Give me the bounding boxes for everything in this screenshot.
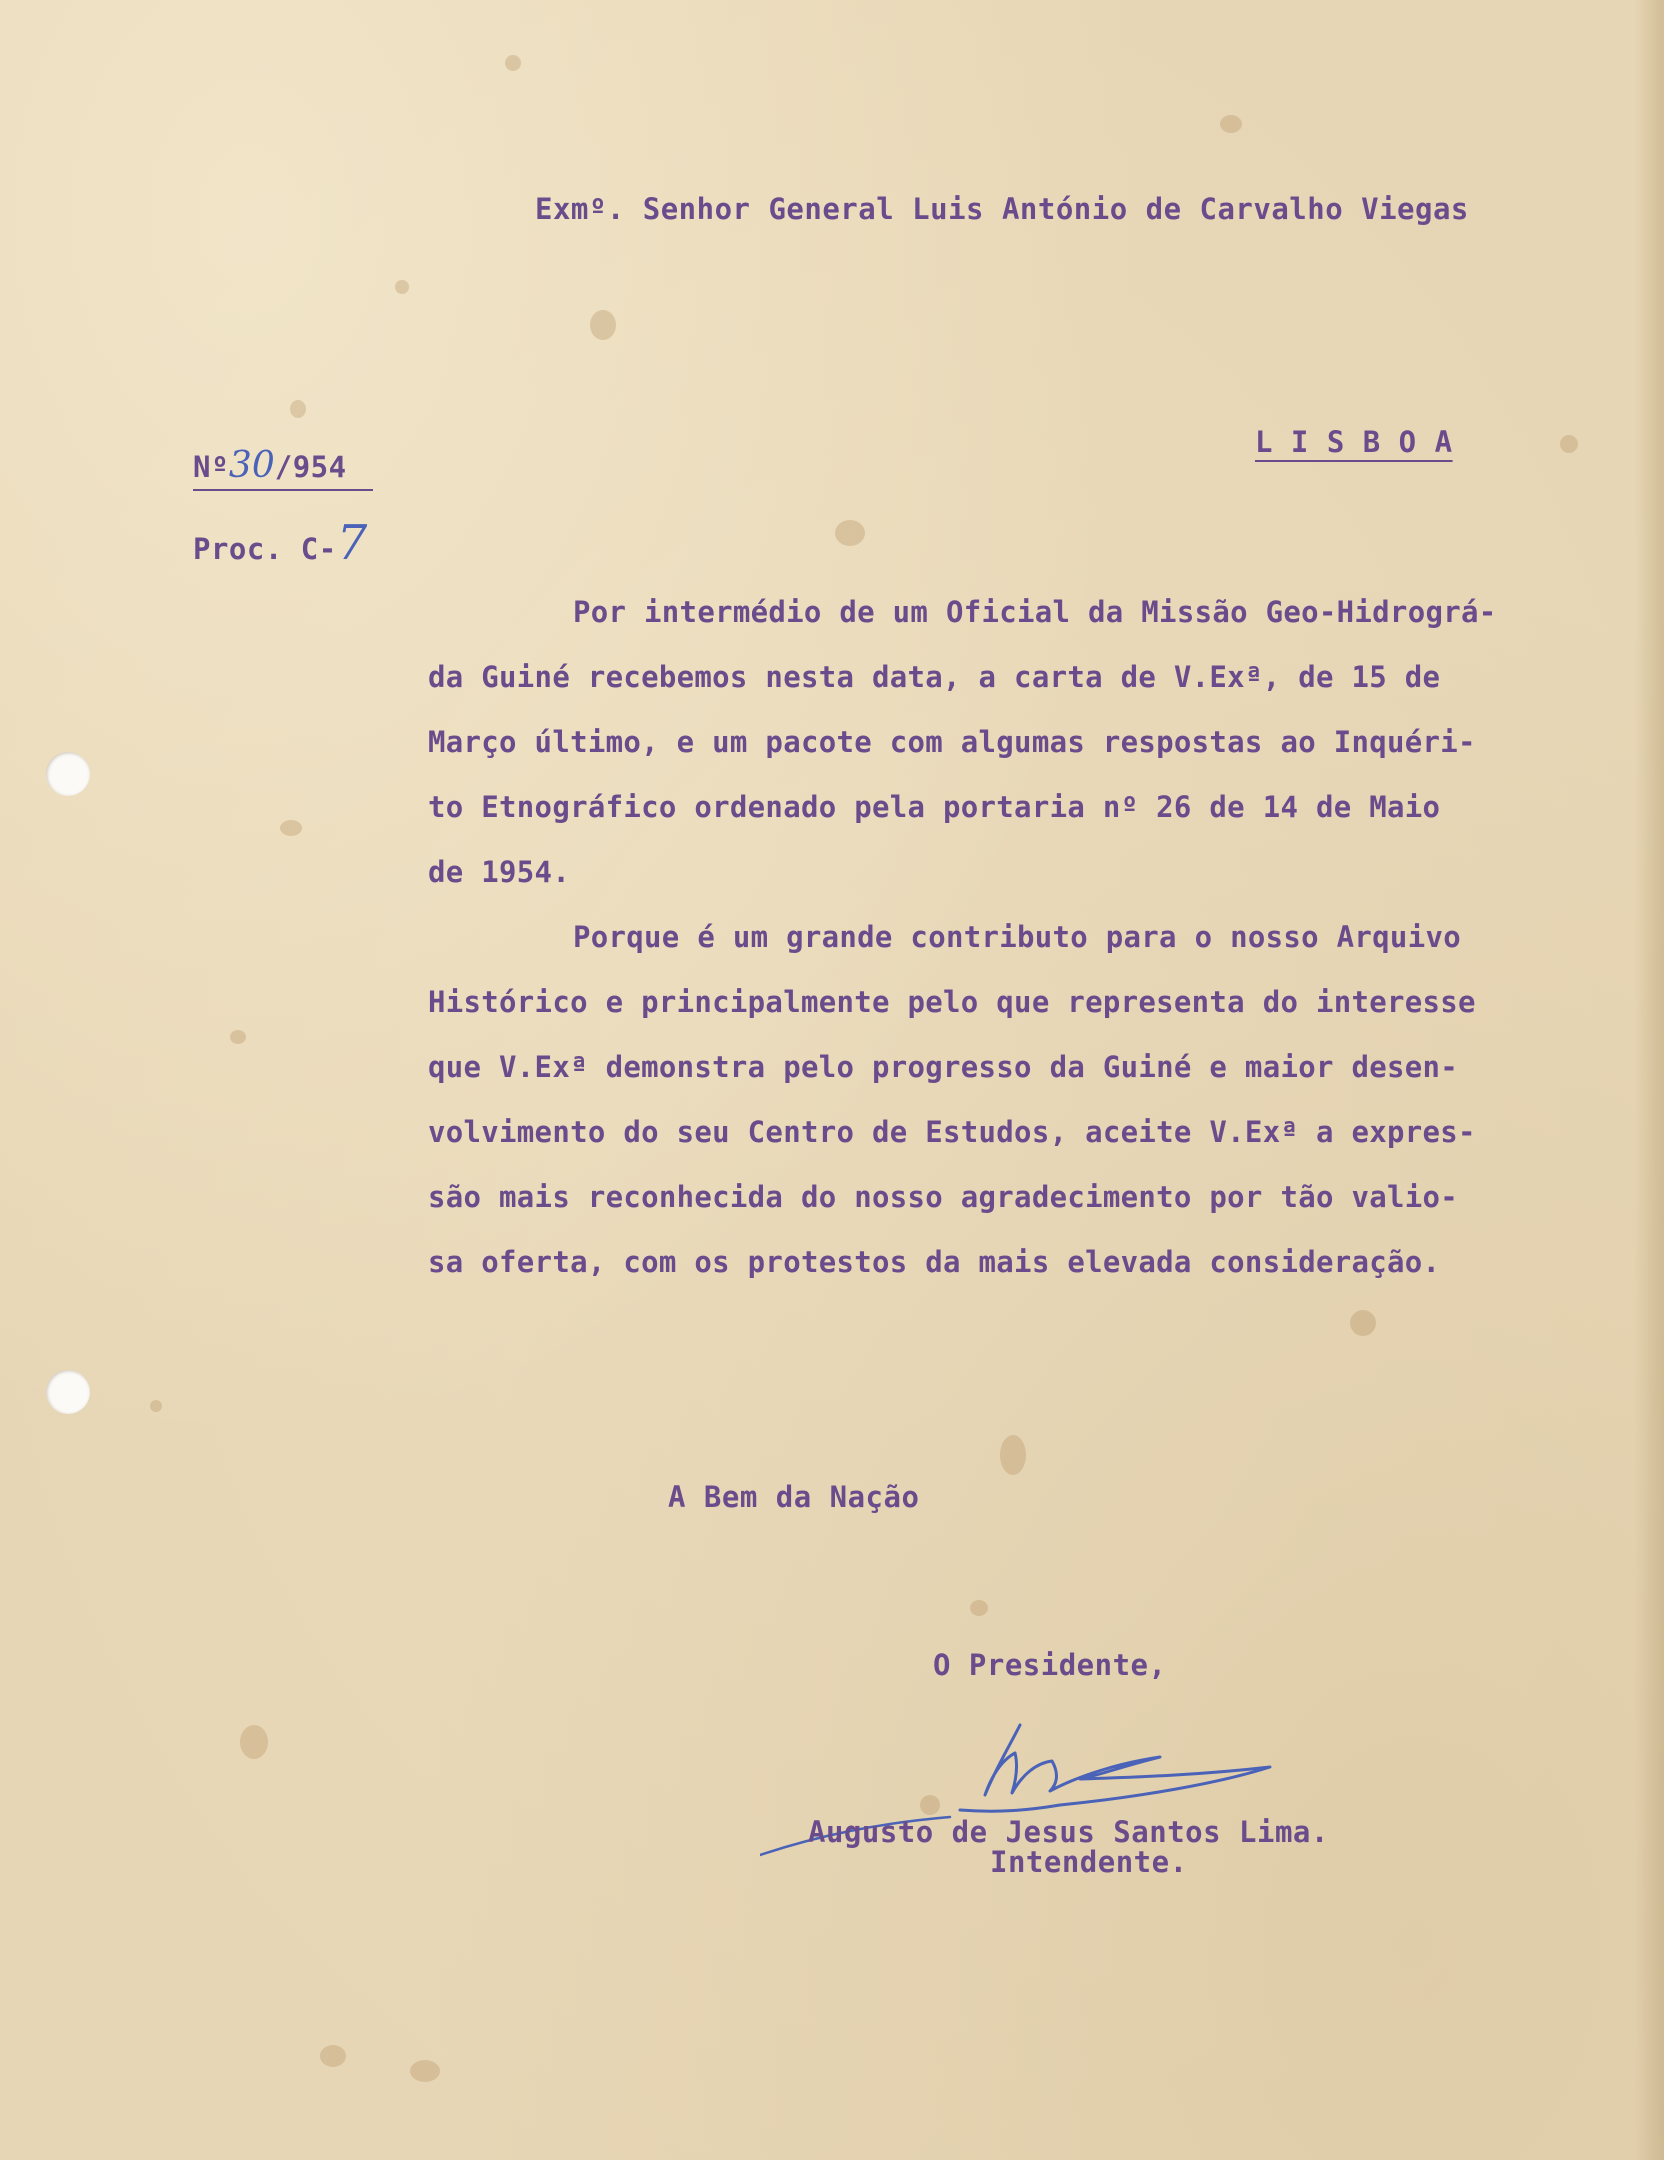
reference-underline [193,489,373,491]
body-line: Histórico e principalmente pelo que representa do interesse [428,985,1476,1019]
proc-prefix: Proc. C- [193,532,337,566]
location-heading: L I S B O A [1255,425,1453,459]
letter-body [428,580,1618,1295]
body-line: da Guiné recebemos nesta data, a carta de V.Exª, de 15 de [428,660,1441,694]
closing-phrase: A Bem da Nação [668,1480,920,1514]
body-line: Março último, e um pacote com algumas respostas ao Inquéri- [428,725,1476,759]
punch-hole [46,1370,90,1414]
foxing-spot [290,400,306,418]
reference-number [193,445,347,486]
foxing-spot [590,310,616,340]
punch-hole [46,752,90,796]
body-line: de 1954. [428,855,571,889]
signoff: O Presidente, [933,1648,1167,1682]
foxing-spot [150,1400,162,1412]
proc-handwritten-number: 7 [336,515,368,571]
signer-title: Intendente. [990,1845,1188,1879]
foxing-spot [1000,1435,1026,1475]
reference-handwritten-number: 30 [228,445,275,486]
body-line: sa oferta, com os protestos da mais elevada consideração. [428,1245,1441,1279]
body-line: volvimento do seu Centro de Estudos, aceite V.Exª a expres- [428,1115,1476,1149]
foxing-spot [410,2060,440,2082]
body-line: to Etnográfico ordenado pela portaria nº 26 de 14 de Maio [428,790,1441,824]
paragraph-1 [428,580,1618,905]
body-line: são mais reconhecida do nosso agradecimento por tão valio- [428,1180,1459,1214]
foxing-spot [240,1725,268,1759]
foxing-spot [280,820,302,836]
body-line: Porque é um grande contributo para o nosso Arquivo [573,920,1461,954]
foxing-spot [230,1030,246,1044]
foxing-spot [505,55,521,71]
body-line: que V.Exª demonstra pelo progresso da Guiné e maior desen- [428,1050,1459,1084]
foxing-spot [835,520,865,546]
paper-edge-shadow [1634,0,1664,2160]
paragraph-2 [428,905,1618,1295]
foxing-spot [320,2045,346,2067]
foxing-spot [1560,435,1578,453]
signer-name: Augusto de Jesus Santos Lima. [808,1815,1329,1849]
foxing-spot [1350,1310,1376,1336]
salutation: Exmº. Senhor General Luis António de Carvalho Viegas [535,192,1469,226]
reference-prefix: Nº [193,450,229,484]
foxing-spot [1220,115,1242,133]
foxing-spot [970,1600,988,1616]
foxing-spot [395,280,409,294]
proc-reference [193,515,367,571]
body-line: Por intermédio de um Oficial da Missão Geo-Hidrográ- [573,595,1497,629]
reference-year: /954 [274,450,347,484]
